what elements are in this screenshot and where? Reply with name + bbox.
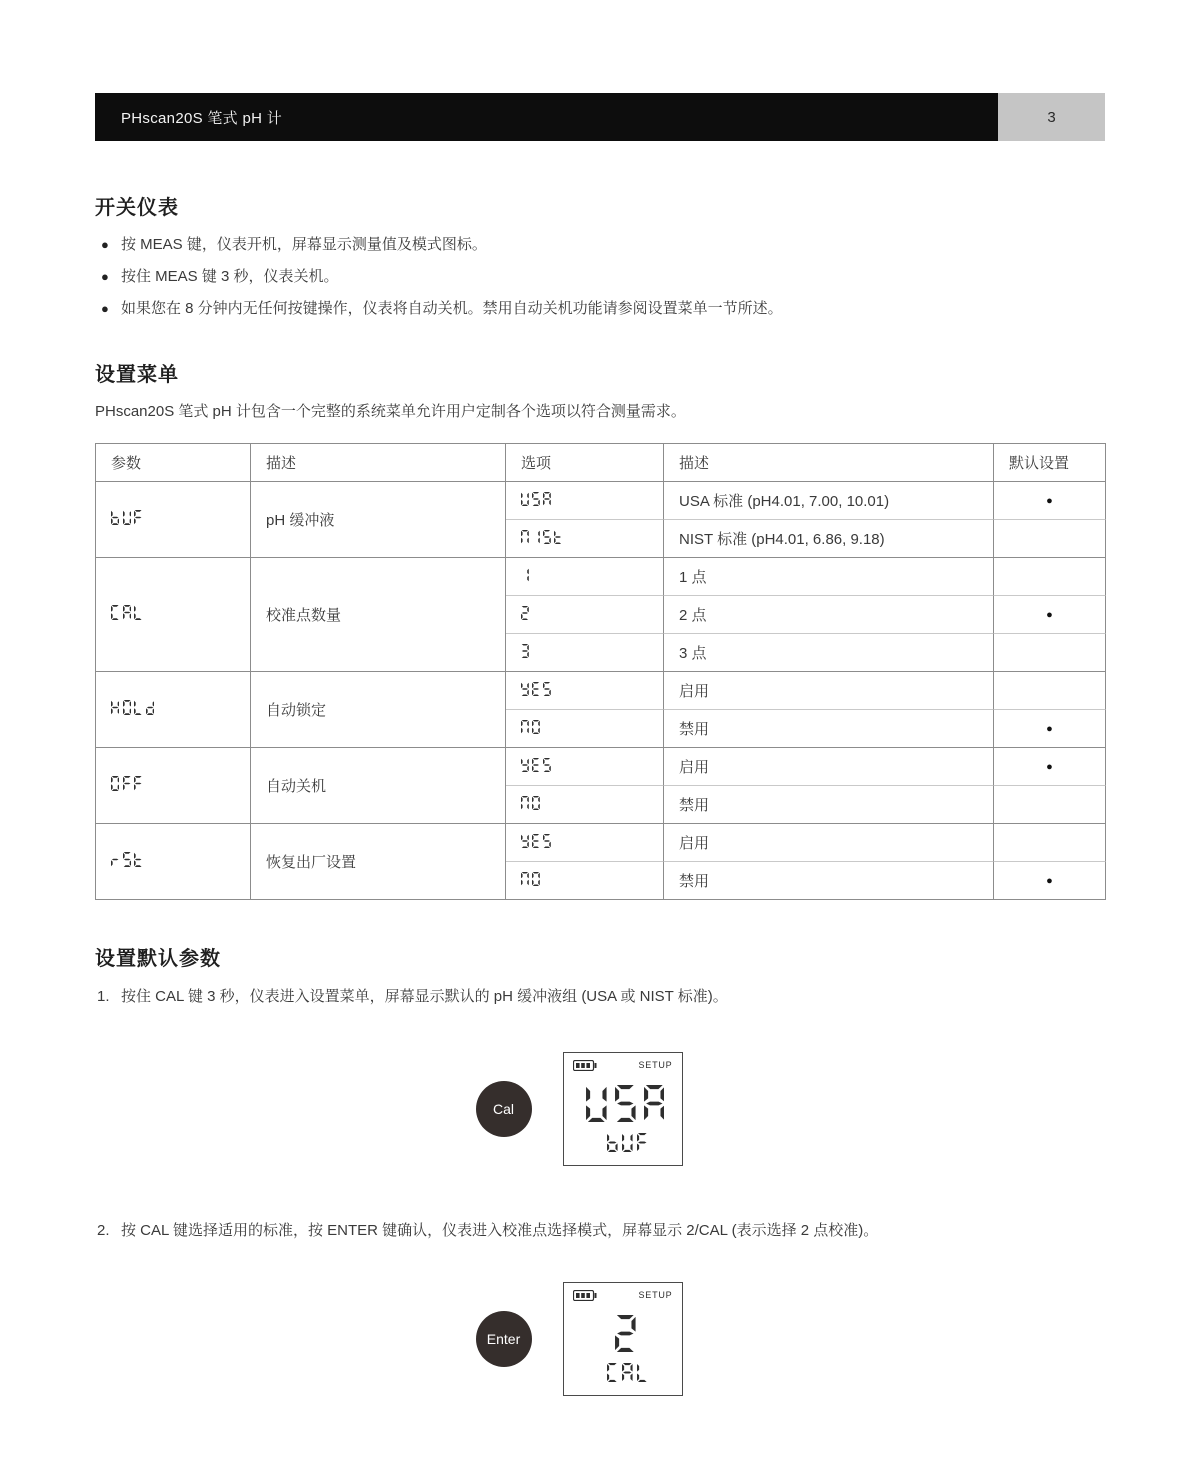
settings-menu-table [95,443,1106,900]
column-header-param: 参数 [96,444,251,482]
table-row [96,558,1106,596]
page-header [95,93,1105,141]
option-desc: 禁用 [664,862,994,900]
figure-setup-cal [74,1282,1084,1396]
setup-mode-label: SETUP [638,1060,673,1070]
lcd-option [521,872,543,886]
default-mark: ● [994,596,1106,634]
bullet-text: 按住 MEAS 键 3 秒，仪表关机。 [121,268,339,285]
cal-button-label: Cal [492,1101,514,1117]
lcd-option [521,682,554,696]
option-desc: 禁用 [664,710,994,748]
lcd-option [521,758,554,772]
option-desc: 3 点 [664,634,994,672]
default-mark: ● [994,862,1106,900]
default-mark [994,824,1106,862]
step-number: 1. [97,988,110,1005]
param-desc: 自动关机 [251,748,506,824]
table-row [96,824,1106,862]
lcd-screen [563,1052,683,1166]
lcd-option [521,606,532,620]
default-mark: ● [994,710,1106,748]
enter-button-label: Enter [486,1331,521,1347]
lcd-param-cal [111,605,146,620]
page-number-box [998,93,1105,141]
table-row [96,672,1106,710]
bullet-icon: ● [101,269,109,284]
lcd-param-hold [111,700,157,715]
lcd-param-buf [111,510,146,525]
lcd-sub-reading [607,1363,651,1382]
lcd-option [521,834,554,848]
option-desc: 1 点 [664,558,994,596]
default-mark [994,672,1106,710]
table-header-row [96,444,1106,482]
column-header-default: 默认设置 [994,444,1106,482]
battery-icon [573,1060,597,1071]
default-mark [994,558,1106,596]
table-row [96,748,1106,786]
bullet-text: 按 MEAS 键，仪表开机，屏幕显示测量值及模式图标。 [121,236,487,253]
column-header-option-desc: 描述 [664,444,994,482]
lcd-main-reading [586,1085,672,1122]
option-desc: 启用 [664,824,994,862]
step-1 [95,987,1105,1006]
column-header-desc: 描述 [251,444,506,482]
list-item [95,236,1105,254]
param-desc: 自动锁定 [251,672,506,748]
default-mark [994,634,1106,672]
default-mark [994,786,1106,824]
step-number: 2. [97,1222,110,1239]
list-item [95,268,1105,286]
enter-button [476,1311,532,1367]
option-desc: USA 标准 (pH4.01, 7.00, 10.01) [664,482,994,520]
option-desc: 启用 [664,672,994,710]
lcd-option [521,644,532,658]
option-desc: 启用 [664,748,994,786]
lcd-option [521,568,532,582]
cal-button [476,1081,532,1137]
lcd-param-off [111,776,146,791]
list-item [95,300,1105,318]
step-text: 按 CAL 键选择适用的标准，按 ENTER 键确认，仪表进入校准点选择模式，屏幕显示 2/CAL (表示选择 2 点校准)。 [121,1222,879,1239]
lcd-param-rst [111,852,146,867]
lcd-screen [563,1282,683,1396]
power-bullet-list [95,236,1105,318]
option-desc: NIST 标准 (pH4.01, 6.86, 9.18) [664,520,994,558]
section-heading-power: 开关仪表 [95,197,179,219]
option-desc: 2 点 [664,596,994,634]
step-2 [95,1221,1105,1240]
section-heading-defaults: 设置默认参数 [95,948,221,970]
lcd-sub-reading [607,1133,651,1152]
default-mark [994,520,1106,558]
lcd-option [521,796,543,810]
lcd-option [521,530,565,544]
bullet-icon: ● [101,301,109,316]
document-title-bar [95,93,998,141]
lcd-option [521,720,543,734]
column-header-option: 选项 [506,444,664,482]
lcd-option [521,492,554,506]
param-desc: pH 缓冲液 [251,482,506,558]
page-number: 3 [1047,108,1056,126]
default-mark: ● [994,748,1106,786]
lcd-main-reading [615,1315,644,1352]
document-title: PHscan20S 笔式 pH 计 [121,109,282,127]
figure-setup-buf [74,1052,1084,1166]
option-desc: 禁用 [664,786,994,824]
battery-icon [573,1290,597,1301]
table-row [96,482,1106,520]
default-mark: ● [994,482,1106,520]
bullet-icon: ● [101,237,109,252]
section-heading-menu: 设置菜单 [95,364,179,386]
step-text: 按住 CAL 键 3 秒，仪表进入设置菜单，屏幕显示默认的 pH 缓冲液组 (USA 或 NIST 标准)。 [121,988,728,1005]
setup-mode-label: SETUP [638,1290,673,1300]
param-desc: 校准点数量 [251,558,506,672]
bullet-text: 如果您在 8 分钟内无任何按键操作，仪表将自动关机。禁用自动关机功能请参阅设置菜单一节所述。 [121,300,783,317]
menu-intro-paragraph: PHscan20S 笔式 pH 计包含一个完整的系统菜单允许用户定制各个选项以符合测量需求。 [95,403,686,420]
param-desc: 恢复出厂设置 [251,824,506,900]
